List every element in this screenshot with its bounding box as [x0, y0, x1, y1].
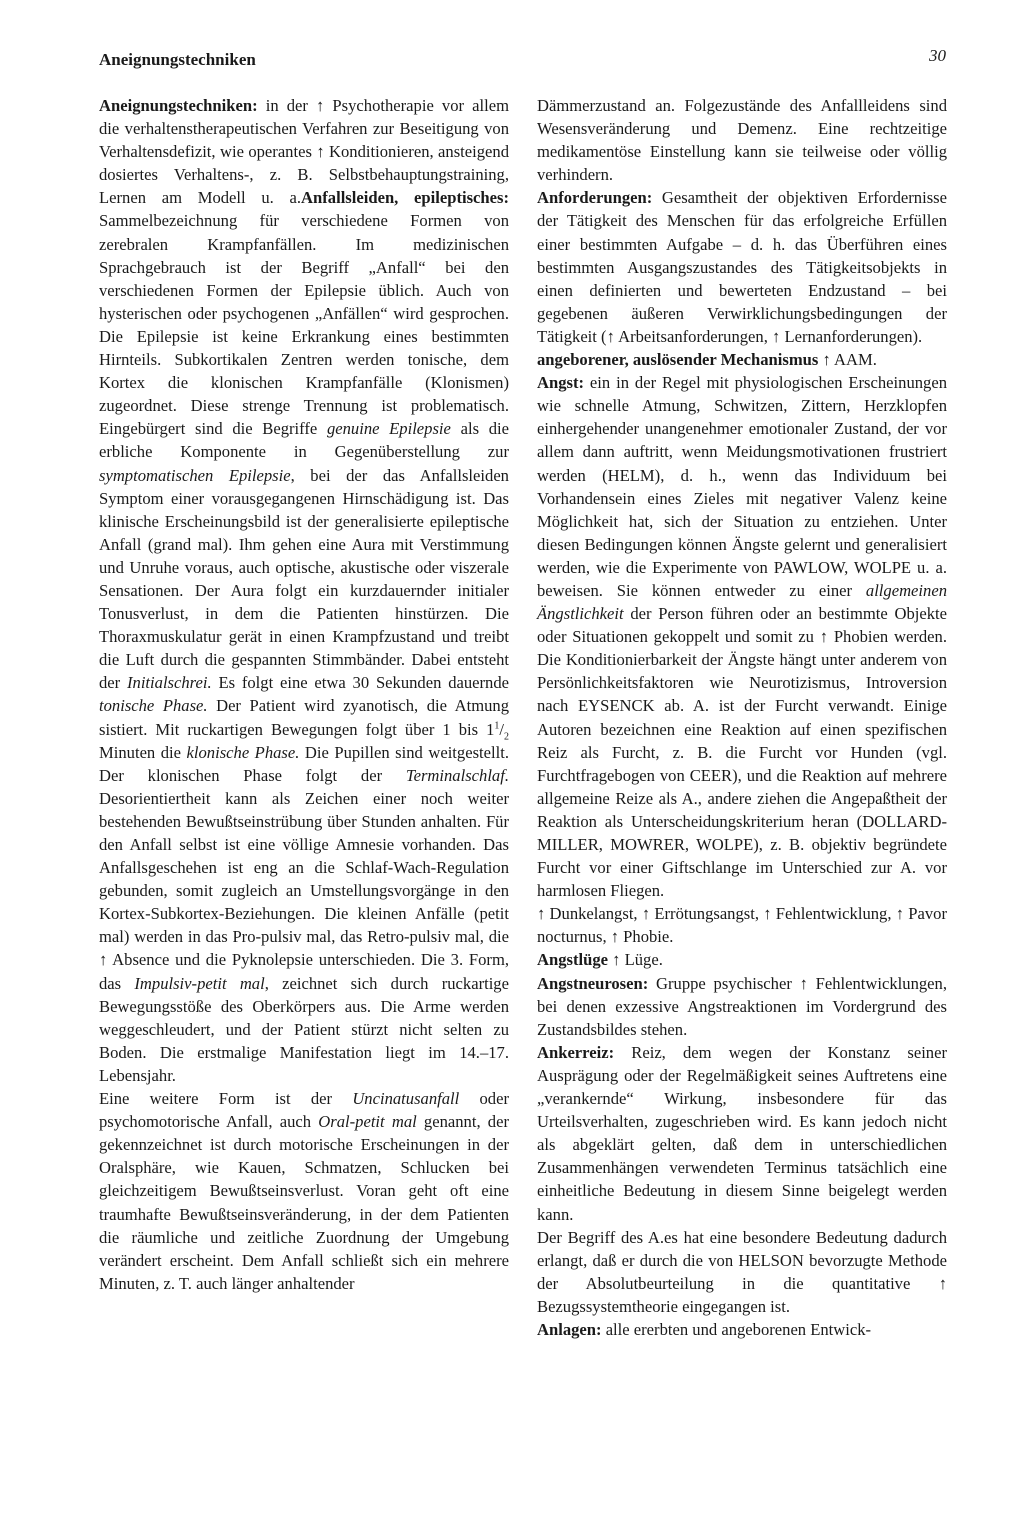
entry-headword: Ankerreiz:: [537, 1042, 615, 1062]
entry-text: Die Pupillen sind weitgestellt. Der klonischen Phase folgt der: [99, 742, 509, 785]
entry-headword: Anfallsleiden, epileptisches:: [301, 188, 509, 208]
italic-term: Oral-petit mal: [318, 1112, 417, 1132]
italic-term: klonische Phase.: [186, 742, 300, 762]
italic-term: allgemeinen Ängstlichkeit: [537, 580, 947, 624]
entry-text: in der ↑ Psychotherapie vor allem die verhaltenstherapeutischen Verfahren zur Beseitigung von Verhaltensdefizit, wie operantes ↑ Konditionieren, ansteigend dosiertes Verhaltens-, z. B. Selbstbehauptungstraining, Lernen am Modell u. a.: [99, 96, 509, 208]
entry-headword: Anforderungen:: [537, 188, 653, 208]
italic-term: Terminalschlaf.: [405, 765, 509, 785]
running-head: Aneignungstechniken: [99, 50, 256, 69]
entry-text: Der Patient wird zyanotisch, die Atmung sistiert. Mit ruckartigen Bewegungen folgt über 1 bis 1: [99, 696, 509, 739]
entry-text: Desorientiertheit kann als Zeichen einer noch weiter bestehenden Bewußtseinstrübung über Stunden anhalten. Für den Anfall selbst ist eine völlige Amnesie vorhanden. Das Anfallsgeschehen ist eng an die Schlaf-Wach-Regulation gebunden, somit zugleich an Umstellungsvorgänge in den Kortex-Subkortex-Beziehungen. Die kleinen Anfälle (petit mal) werden in das Pro-pulsiv mal, das Retro-pulsiv mal, die ↑ Absence und die Pyknolepsie unterschieden. Die 3. Form, das: [99, 788, 509, 993]
entry-text: Gruppe psychischer ↑ Fehlentwicklungen, bei denen exzessive Angstreaktionen im Vordergrund des Zustandsbildes stehen.: [537, 973, 947, 1039]
right-column: [537, 94, 947, 1341]
italic-term: tonische Phase.: [99, 696, 208, 716]
entry-text: Dämmerzustand an. Folgezustände des Anfallleidens sind Wesensveränderung und Demenz. Eine rechtzeitige medikamentöse Einstellung kann sie teilweise oder völlig verhindern.: [537, 96, 947, 185]
fraction-part: 2: [504, 730, 509, 742]
page-number: 30: [929, 46, 946, 65]
entry-text: Minuten die: [99, 742, 187, 762]
entry-text: ↑ Lüge.: [608, 950, 663, 970]
entry-text: Eine weitere Form ist der: [99, 1089, 353, 1109]
entry-text: alle ererbten und angeborenen Entwick-: [601, 1319, 872, 1339]
italic-term: genuine Epilepsie: [326, 419, 451, 439]
entry-text: ↑ AAM.: [818, 350, 877, 370]
entry-headword: angeborener, auslösender Mechanismus: [537, 350, 819, 370]
entry-text: , zeichnet sich durch ruckartige Bewegungsstöße des Oberkörpers aus. Die Arme werden weggeschleudert, und der Patient stürzt nicht selten zu Boden. Die erstmalige Manifestation liegt im 14.–17. Lebensjahr.: [99, 973, 509, 1085]
entry-headword: Angstneurosen:: [537, 973, 649, 993]
fraction-part: 1: [494, 720, 500, 731]
entry-text: der Person führen oder an bestimmte Objekte oder Situationen gekoppelt und somit zu ↑ Phobien werden. Die Konditionierbarkeit der Ängste hängt unter anderem von Persönlichkeitsfaktoren wie Neurotizismus, Introversion nach EYSENCK ab. A. ist der Furcht verwandt. Einige Autoren bezeichnen eine Reaktion auf einen spezifischen Reiz als Furcht, z. B. die Furcht vor Hunden (vgl. Furchtfragebogen von CEER), und die Reaktion auf mehrere allgemeine Reize als A., andere ziehen die Angepaßtheit der Reaktion als Unterscheidungskriterium heran (DOLLARD-MILLER, MOWRER, WOLPE), z. B. objektiv begründete Furcht vor einer Giftschlange im Unterschied zur A. vor harmlosen Fliegen.: [537, 604, 947, 901]
entry-text: Gesamtheit der objektiven Erfordernisse der Tätigkeit des Menschen für das erfolgreiche Erfüllen einer bestimmten Aufgabe – d. h. das Überführen eines bestimmten Ausgangszustandes des Tätigkeitsobjekts in einen definierten und bewerteten Endzustand – bei gegebenen äußeren Verwirklichungsbedingungen der Tätigkeit (↑ Arbeitsanforderungen, ↑ Lernanforderungen).: [537, 188, 947, 346]
right-column-text: [537, 94, 947, 1341]
italic-term: symptomatischen Epilepsie: [99, 465, 291, 485]
entry-text: ein in der Regel mit physiologischen Erscheinungen wie schnelle Atmung, Schwitzen, Zittern, Herzklopfen einhergehender unangenehmer emotionaler Zustand, der vor allem dann auftritt, wenn Meidungsmotivationen frustriert werden (HELM), d. h., wenn das Individuum bei Vorhandensein eines Zieles mit negativer Valenz keine Möglichkeit hat, sich der Situation zu entziehen. Unter diesen Bedingungen können Ängste gelernt und generalisiert werden, wie die Experimente von PAWLOW, WOLPE u. a. beweisen. Sie können entweder zu einer: [537, 373, 947, 600]
entry-headword: Angstlüge: [537, 950, 608, 970]
italic-term: Impulsiv-petit mal: [134, 973, 265, 993]
left-column: [99, 94, 509, 1295]
entry-text: oder psychomotorische Anfall, auch: [99, 1089, 509, 1132]
left-column-text: [99, 94, 509, 1295]
entry-text: als die erbliche Komponente in Gegenüberstellung zur: [99, 419, 509, 462]
entry-text: Sammelbezeichnung für verschiedene Formen von zerebralen Krampfanfällen. Im medizinischen Sprachgebrauch ist der Begriff „Anfall“ bei den verschiedenen Formen der Epilepsie üblich. Auch von hysterischen oder psychogenen „Anfällen“ wird gesprochen. Die Epilepsie ist keine Erkrankung eines bestimmten Hirnteils. Subkortikalen Zentren werden tonische, dem Kortex die klonischen Krampfanfälle (Klonismen) zugeordnet. Diese strenge Trennung ist problematisch. Eingebürgert sind die Begriffe: [99, 211, 509, 439]
entry-headword: Aneignungstechniken:: [99, 96, 258, 115]
entry-text: /: [499, 719, 504, 739]
italic-term: Initialschrei.: [127, 673, 212, 693]
entry-text: Der Begriff des A.es hat eine besondere Bedeutung dadurch erlangt, daß er durch die von HELSON bevorzugte Methode der Absolutbeurteilung in die quantitative ↑ Bezugssystemtheorie eingegangen ist.: [537, 1227, 947, 1316]
italic-term: Uncinatusanfall: [352, 1089, 460, 1109]
entry-text: Reiz, dem wegen der Konstanz seiner Ausprägung oder der Regelmäßigkeit seines Auftretens eine „verankernde“ Wirkung, insbesondere für das Urteilsverhalten, zugeschrieben wird. Es kann jedoch nicht als abgeklärt gelten, daß dem in unterschiedlichen Zusammenhängen verwendeten Terminus tatsächlich eine einheitliche Bedeutung in diesem Sinne beigelegt werden kann.: [537, 1042, 947, 1224]
entry-text: Es folgt eine etwa 30 Sekunden dauernde: [211, 673, 510, 693]
entry-text: genannt, der gekennzeichnet ist durch motorische Erscheinungen in der Oralsphäre, wie Kauen, Schmatzen, Schlucken bei gleichzeitigem Bewußtseinsverlust. Voran geht oft eine traumhafte Bewußtseinsveränderung, in der dem Patienten die räumliche und zeitliche Zuordnung der Umgebung verändert erscheint. Dem Anfall schließt sich ein mehrere Minuten, z. T. auch länger anhaltender: [99, 1112, 509, 1293]
entry-text: , bei der das Anfallsleiden Symptom einer vorausgegangenen Hirnschädigung ist. Das klinische Erscheinungsbild ist der generalisierte epileptische Anfall (grand mal). Ihm gehen eine Aura mit Verstimmung und Unruhe voraus, auch optische, akustische oder viszerale Sensationen. Der Aura folgt ein kurzdauernder initialer Tonusverlust, in dem die Patienten hinstürzen. Die Thoraxmuskulatur gerät in einen Krampfzustand und treibt die Luft durch die gespannten Stimmbänder. Dabei entsteht der: [99, 465, 509, 693]
entry-text: ↑ Dunkelangst, ↑ Errötungsangst, ↑ Fehlentwicklung, ↑ Pavor nocturnus, ↑ Phobie.: [537, 904, 947, 947]
entry-headword: Anlagen:: [537, 1319, 602, 1339]
entry-headword: Angst:: [537, 373, 585, 393]
